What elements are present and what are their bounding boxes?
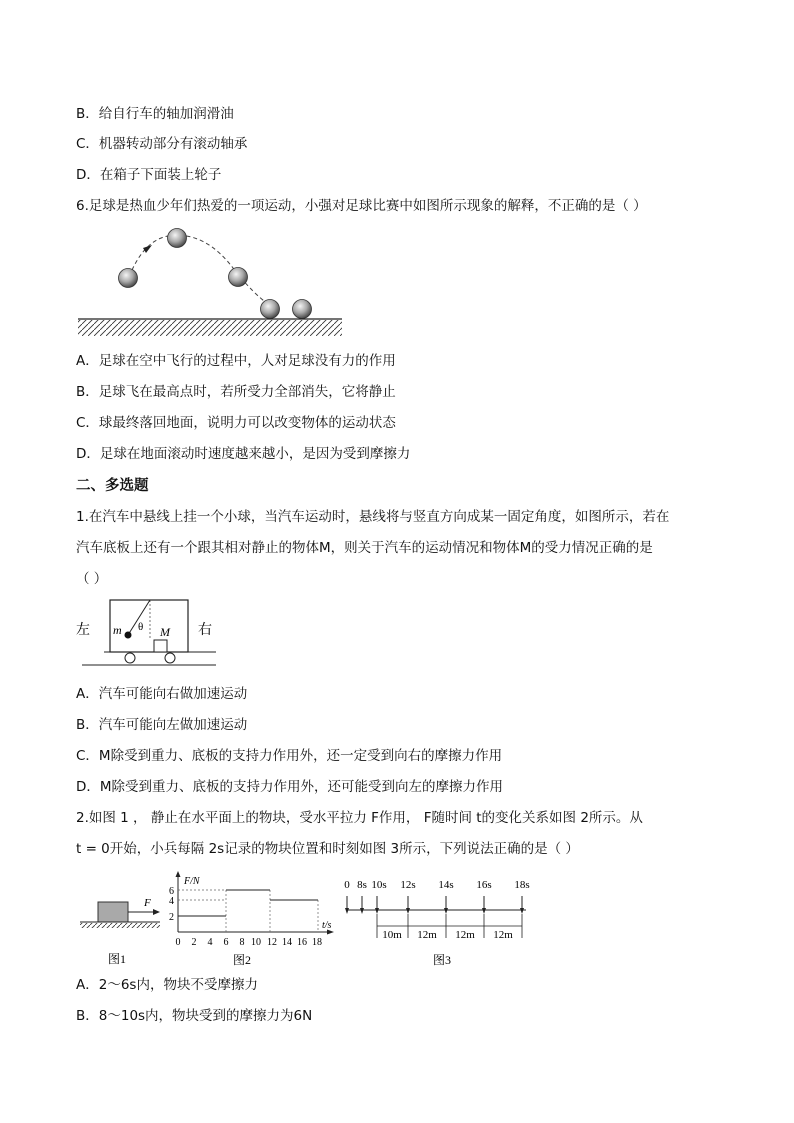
right-label: 右 — [198, 623, 212, 638]
marker-arrow-icon — [375, 908, 379, 914]
q6-option-c: C．球最终落回地面，说明力可以改变物体的运动状态 — [76, 415, 396, 431]
y-tick-label: 2 — [169, 912, 174, 923]
marker-arrow-icon — [345, 908, 349, 914]
x-tick-label: 16 — [297, 937, 307, 948]
q6-option-a: A．足球在空中飞行的过程中，人对足球没有力的作用 — [76, 353, 396, 369]
x-tick-label: 8 — [239, 937, 245, 948]
figure3-caption: 图3 — [432, 953, 452, 967]
wheel-icon — [125, 653, 135, 663]
ground-hatch — [80, 923, 160, 928]
x-tick-label: 6 — [223, 937, 229, 948]
time-label: 12s — [400, 879, 416, 891]
ball-icon — [119, 269, 138, 288]
force-label: F — [144, 897, 151, 909]
time-label: 10s — [371, 879, 387, 891]
x-tick-label: 10 — [251, 937, 261, 948]
ball-icon — [168, 229, 187, 248]
left-label: 左 — [76, 623, 90, 638]
mq1-stem-line3: （ ） — [76, 571, 108, 587]
mass-m-label: m — [113, 623, 122, 637]
force-arrow-icon — [153, 909, 160, 915]
block-M — [154, 640, 167, 652]
figure2-force-time-graph — [166, 870, 338, 970]
q5-option-c: C．机器转动部分有滚动轴承 — [76, 136, 248, 152]
marker-arrow-icon — [360, 908, 364, 914]
distance-label: 12m — [493, 929, 513, 941]
mq1-option-c: C．M除受到重力、底板的支持力作用外，还一定受到向右的摩擦力作用 — [76, 748, 503, 764]
mq1-option-d: D．M除受到重力、底板的支持力作用外，还可能受到向左的摩擦力作用 — [76, 779, 504, 795]
y-axis-label: F/N — [184, 876, 200, 887]
mq2-stem-line2: t = 0开始，小兵每隔 2s记录的物块位置和时刻如图 3所示，下列说法正确的是（ ） — [76, 841, 579, 857]
marker-arrow-icon — [406, 908, 410, 914]
q6-stem: 6.足球是热血少年们热爱的一项运动，小强对足球比赛中如图所示现象的解释，不正确的是（ ） — [76, 198, 647, 214]
time-label: 18s — [514, 879, 530, 891]
mq2-stem-line1: 2.如图 1 ， 静止在水平面上的物块，受水平拉力 F作用， F随时间 t的变化关系如图 2所示。从 — [76, 810, 643, 826]
x-tick-label: 18 — [312, 937, 322, 948]
mq1-option-b: B．汽车可能向左做加速运动 — [76, 717, 248, 733]
ball-icon — [293, 300, 312, 319]
car-pendulum-figure — [76, 596, 226, 672]
wheel-icon — [165, 653, 175, 663]
distance-label: 12m — [455, 929, 475, 941]
mq1-stem-line2: 汽车底板上还有一个跟其相对静止的物体M，则关于汽车的运动情况和物体M的受力情况正确的是 — [76, 540, 653, 556]
x-tick-label: 14 — [282, 937, 292, 948]
ball-icon — [261, 300, 280, 319]
time-label: 14s — [438, 879, 454, 891]
car-body — [110, 600, 188, 652]
figure2-caption: 图2 — [232, 953, 252, 967]
distance-label: 12m — [417, 929, 437, 941]
section-title: 二、多选题 — [76, 478, 149, 494]
x-tick-label: 0 — [175, 937, 181, 948]
figure3-position-record — [340, 872, 540, 970]
mq2-option-b: B．8～10s内，物块受到的摩擦力为6N — [76, 1008, 313, 1024]
ground-hatch — [78, 320, 342, 336]
y-tick-label: 4 — [169, 896, 174, 907]
x-axis-label: t/s — [322, 920, 332, 931]
trajectory-dashed-path — [132, 235, 268, 304]
trajectory-arrow-icon — [143, 245, 152, 253]
time-label: 16s — [476, 879, 492, 891]
mq1-stem-line1: 1.在汽车中悬线上挂一个小球，当汽车运动时，悬线将与竖直方向成某一固定角度，如图所示，若在 — [76, 509, 670, 525]
marker-arrow-icon — [444, 908, 448, 914]
distance-label: 10m — [382, 929, 402, 941]
figure1-caption: 图1 — [108, 952, 127, 966]
block — [98, 902, 128, 922]
marker-arrow-icon — [482, 908, 486, 914]
y-tick-label: 6 — [169, 886, 174, 897]
q5-option-b: B．给自行车的轴加润滑油 — [76, 106, 234, 122]
q5-option-d: D．在箱子下面装上轮子 — [76, 167, 222, 183]
figure1-block — [80, 890, 162, 970]
mq1-option-a: A．汽车可能向右做加速运动 — [76, 686, 248, 702]
football-trajectory-figure — [76, 222, 346, 342]
x-tick-label: 4 — [207, 937, 213, 948]
mass-M-label: M — [160, 625, 170, 639]
theta-label: θ — [138, 621, 144, 633]
y-axis-arrow-icon — [176, 871, 181, 877]
time-label: 0 — [344, 879, 350, 891]
mq2-option-a: A．2～6s内，物块不受摩擦力 — [76, 977, 258, 993]
time-label: 8s — [357, 879, 367, 891]
x-tick-label: 2 — [191, 937, 197, 948]
q6-option-d: D．足球在地面滚动时速度越来越小，是因为受到摩擦力 — [76, 446, 411, 462]
q6-option-b: B．足球飞在最高点时，若所受力全部消失，它将静止 — [76, 384, 396, 400]
pendulum-ball — [125, 632, 132, 639]
marker-arrow-icon — [520, 908, 524, 914]
ball-icon — [229, 268, 248, 287]
x-tick-label: 12 — [267, 937, 277, 948]
